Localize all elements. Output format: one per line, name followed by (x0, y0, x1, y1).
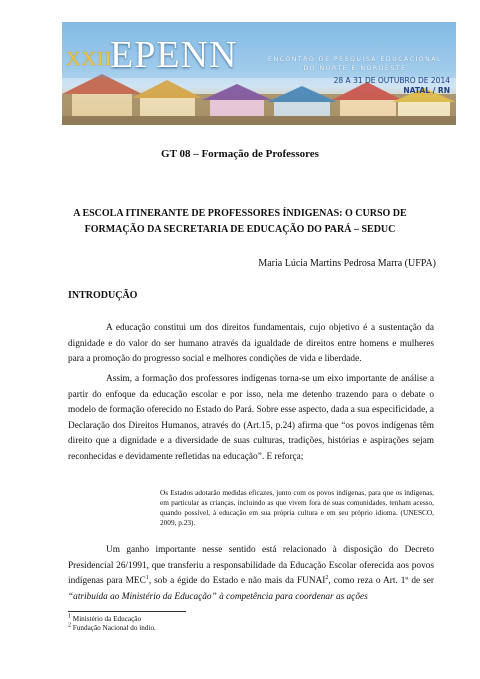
paragraph-2: Assim, a formação dos professores indígenas torna-se um eixo importante de análise a partir do enfoque da educação escolar e por isso, nela me detenho trazendo para o debate o modelo de formação oferecido no Estado do Pará. Sobre esse aspecto, dada a sua especificidade, a Declaração dos Direitos Humanos, através do (Art.15, p.24) afirma que “os povos indígenas têm direito que a dignidade e a diversidade de suas culturas, tradições, histórias e aspirações sejam reconhecidas e devidamente refletidas na educação”. E reforça; (68, 374, 434, 462)
footnote-1-mark: 1 (68, 613, 71, 620)
paper-title-line-1: A ESCOLA ITINERANTE DE PROFESSORES ÍNDIGENAS: O CURSO DE (73, 208, 407, 219)
event-name-line-2: DO NORTE E NORDESTE (303, 65, 407, 72)
event-banner (62, 22, 456, 125)
event-date: 28 A 31 DE OUTUBRO DE 2014 (333, 76, 450, 85)
paper-title (60, 206, 420, 238)
paragraph-3-text-a: Um ganho importante nesse sentido está relacionado à disposição do Decreto Presidencial 26/1991, que transferiu a responsabilidade da Educação Escolar oferecida aos povos indígenas para MEC (68, 545, 434, 587)
footnote-separator (68, 611, 186, 612)
footnote-ref-1: 1 (145, 575, 149, 582)
footnote-1 (68, 615, 141, 624)
paragraph-3 (68, 543, 434, 605)
footnote-ref-2: 2 (325, 575, 329, 582)
event-date-location (334, 76, 450, 96)
paragraph-1: A educação constitui um dos direitos fundamentais, cujo objetivo é a sustentação da dignidade e do valor do ser humano através da igualdade de direitos entre homens e mulheres para a promoção do progresso social e melhores condições de vida e liberdade. (68, 323, 434, 365)
event-logo-text: EPENN (110, 34, 238, 76)
paper-author: Maria Lúcia Martins Pedrosa Marra (UFPA) (258, 258, 436, 269)
working-group-heading: GT 08 – Formação de Professores (161, 148, 319, 160)
event-name-line-1: ENCONTRO DE PESQUISA EDUCACIONAL (268, 56, 442, 63)
paragraph-3-text-c: , como reza o Art. 1º de ser (328, 576, 434, 587)
footnote-2 (68, 624, 156, 633)
edition-numeral: XXII (66, 48, 113, 70)
footnote-2-text: Fundação Nacional do índio. (71, 624, 156, 632)
paragraph-3-text-b: , sob a égide do Estado e não mais da FUNAI (148, 576, 326, 587)
block-quote: Os Estados adotarão medidas eficazes, junto com os povos indígenas, para que os indígenas, em particular as crianças, incluindo as que vivem fora de suas comunidades, tenham acesso, quando possível, à educação em sua própria cultura e em seu próprio idioma. (UNESCO, 2009, p.23). (160, 488, 434, 527)
section-heading: INTRODUÇÃO (68, 290, 138, 301)
paper-title-line-2: FORMAÇÃO DA SECRETARIA DE EDUCAÇÃO DO PARÁ – SEDUC (84, 224, 396, 235)
footnote-2-mark: 2 (68, 622, 71, 629)
event-full-name (262, 55, 448, 73)
event-location: NATAL / RN (403, 86, 450, 95)
paragraph-3-italic: “atribuída ao Ministério da Educação” à competência para coordenar as ações (68, 591, 368, 602)
footnote-1-text: Ministério da Educação (71, 615, 142, 623)
